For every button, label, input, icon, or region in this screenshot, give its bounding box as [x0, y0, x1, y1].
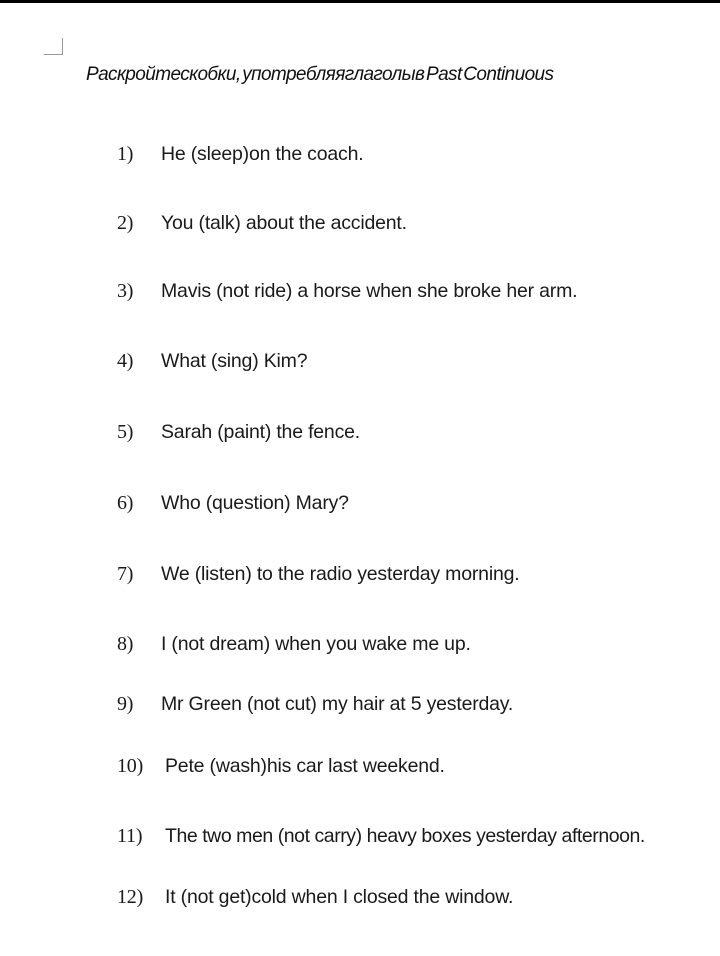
item-number: 11) [117, 825, 143, 847]
item-text: What (sing) Kim? [161, 350, 308, 372]
list-item [117, 143, 363, 166]
item-number: 9) [117, 693, 134, 715]
item-number: 2) [117, 212, 134, 234]
list-item [117, 886, 513, 909]
item-text: Mr Green (not cut) my hair at 5 yesterday. [161, 693, 514, 715]
item-text: Sarah (paint) the fence. [161, 421, 360, 443]
item-text: He (sleep)on the coach. [161, 143, 364, 165]
item-number: 7) [117, 563, 134, 585]
list-item [117, 825, 645, 848]
item-number: 5) [117, 421, 134, 443]
item-number: 3) [117, 280, 134, 302]
item-text: Pete (wash)his car last weekend. [165, 755, 445, 777]
item-text: We (listen) to the radio yesterday morning. [161, 563, 520, 585]
item-number: 8) [117, 633, 134, 655]
item-text: I (not dream) when you wake me up. [161, 633, 471, 655]
list-item [117, 633, 471, 656]
item-number: 10) [117, 755, 144, 777]
exercise-title: Раскройтескобки, употребляяглаголыв Past Continuous [86, 64, 554, 85]
item-text: You (talk) about the accident. [161, 212, 407, 234]
item-text: The two men (not carry) heavy boxes yesterday afternoon. [165, 825, 645, 847]
list-item [117, 755, 445, 778]
list-item [117, 280, 577, 303]
item-number: 4) [117, 350, 134, 372]
item-number: 1) [117, 143, 134, 165]
item-text: Mavis (not ride) a horse when she broke her arm. [161, 280, 578, 302]
list-item [117, 212, 407, 235]
list-item [117, 350, 307, 373]
list-item [117, 421, 360, 444]
item-text: Who (question) Mary? [161, 492, 349, 514]
list-item [117, 492, 349, 515]
list-item [117, 563, 519, 586]
item-text: It (not get)cold when I closed the window. [165, 886, 514, 908]
item-number: 12) [117, 886, 144, 908]
item-number: 6) [117, 492, 134, 514]
list-item [117, 693, 513, 716]
